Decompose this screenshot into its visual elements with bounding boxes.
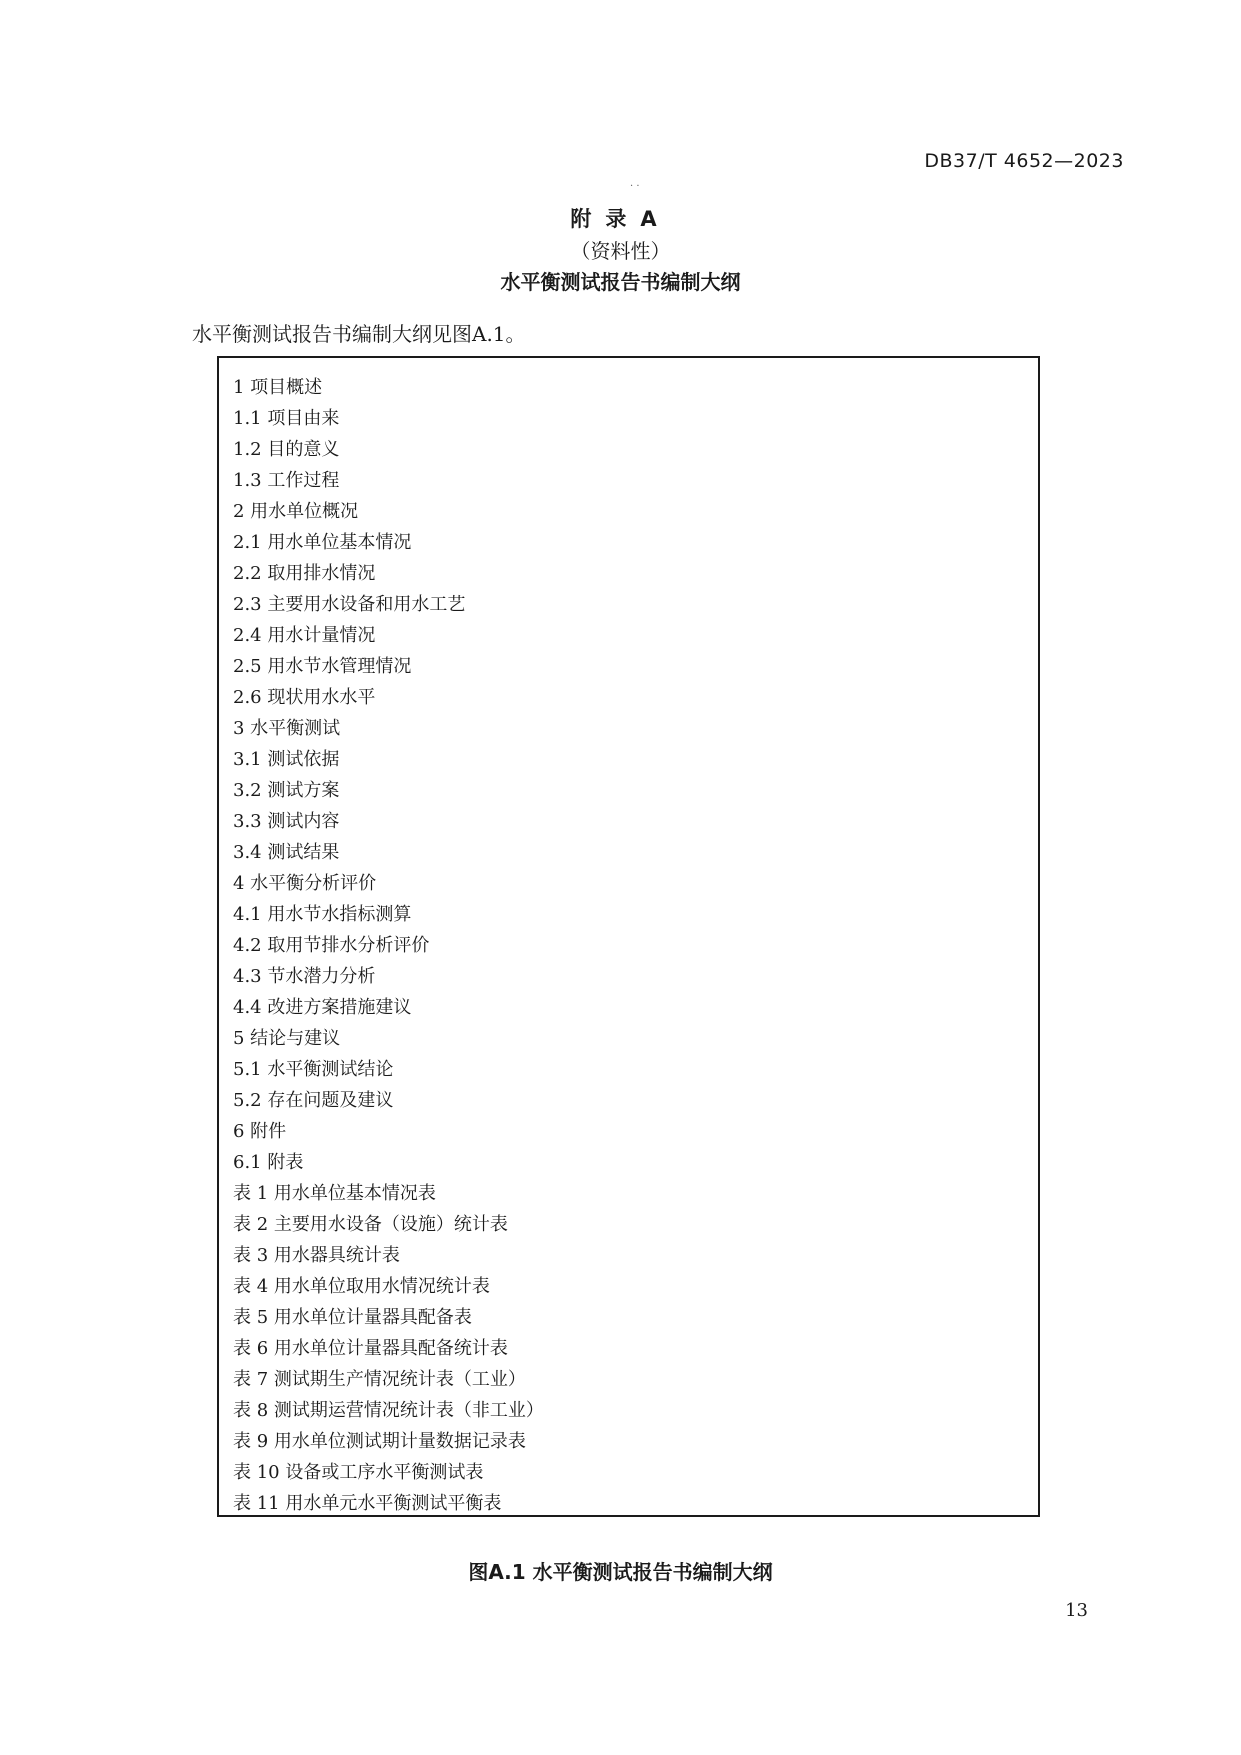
outline-item: 表 5 用水单位计量器具配备表 xyxy=(233,1307,472,1328)
outline-item: 4.2 取用节排水分析评价 xyxy=(233,935,430,956)
page-number: 13 xyxy=(1065,1600,1088,1621)
outline-item: 1.3 工作过程 xyxy=(233,470,340,491)
outline-item: 2.6 现状用水水平 xyxy=(233,687,376,708)
outline-item: 3.2 测试方案 xyxy=(233,780,340,801)
outline-item: 5 结论与建议 xyxy=(233,1028,341,1049)
outline-item: 4.1 用水节水指标测算 xyxy=(233,904,412,925)
standard-number: DB37/T 4652—2023 xyxy=(924,150,1124,172)
figure-caption: 图A.1 水平衡测试报告书编制大纲 xyxy=(468,1560,773,1584)
outline-item: 5.1 水平衡测试结论 xyxy=(233,1059,394,1080)
outline-item: 表 3 用水器具统计表 xyxy=(233,1245,400,1266)
outline-item: 2 用水单位概况 xyxy=(233,501,359,522)
outline-item: 表 11 用水单元水平衡测试平衡表 xyxy=(233,1493,502,1514)
outline-item: 表 8 测试期运营情况统计表（非工业） xyxy=(233,1400,544,1421)
outline-item: 1 项目概述 xyxy=(233,377,323,398)
outline-item: 表 10 设备或工序水平衡测试表 xyxy=(233,1462,484,1483)
intro-text: 水平衡测试报告书编制大纲见图A.1。 xyxy=(192,322,526,346)
outline-item: 5.2 存在问题及建议 xyxy=(233,1090,394,1111)
outline-item: 1.2 目的意义 xyxy=(233,439,340,460)
outline-item: 3.1 测试依据 xyxy=(233,749,340,770)
outline-item: 表 9 用水单位测试期计量数据记录表 xyxy=(233,1431,526,1452)
outline-item: 2.1 用水单位基本情况 xyxy=(233,532,412,553)
outline-item: 6 附件 xyxy=(233,1121,287,1142)
outline-item: 6.1 附表 xyxy=(233,1152,304,1173)
outline-item: 2.3 主要用水设备和用水工艺 xyxy=(233,594,466,615)
header-marks: · · xyxy=(630,181,640,192)
outline-item: 表 6 用水单位计量器具配备统计表 xyxy=(233,1338,508,1359)
outline-item: 3.4 测试结果 xyxy=(233,842,340,863)
outline-item: 2.5 用水节水管理情况 xyxy=(233,656,412,677)
outline-item: 表 4 用水单位取用水情况统计表 xyxy=(233,1276,490,1297)
outline-item: 3 水平衡测试 xyxy=(233,718,341,739)
outline-item: 4 水平衡分析评价 xyxy=(233,873,377,894)
outline-item: 4.4 改进方案措施建议 xyxy=(233,997,412,1018)
appendix-title: 水平衡测试报告书编制大纲 xyxy=(500,270,741,294)
outline-item: 3.3 测试内容 xyxy=(233,811,340,832)
outline-item: 表 7 测试期生产情况统计表（工业） xyxy=(233,1369,526,1390)
outline-item: 1.1 项目由来 xyxy=(233,408,340,429)
outline-item: 2.4 用水计量情况 xyxy=(233,625,376,646)
outline-item: 2.2 取用排水情况 xyxy=(233,563,376,584)
appendix-label: 附录A xyxy=(570,207,671,231)
outline-item: 4.3 节水潜力分析 xyxy=(233,966,376,987)
outline-item: 表 2 主要用水设备（设施）统计表 xyxy=(233,1214,508,1235)
appendix-nature: （资料性） xyxy=(570,239,671,263)
outline-box xyxy=(217,356,1040,1517)
outline-item: 表 1 用水单位基本情况表 xyxy=(233,1183,436,1204)
outline-list xyxy=(219,358,1038,1519)
